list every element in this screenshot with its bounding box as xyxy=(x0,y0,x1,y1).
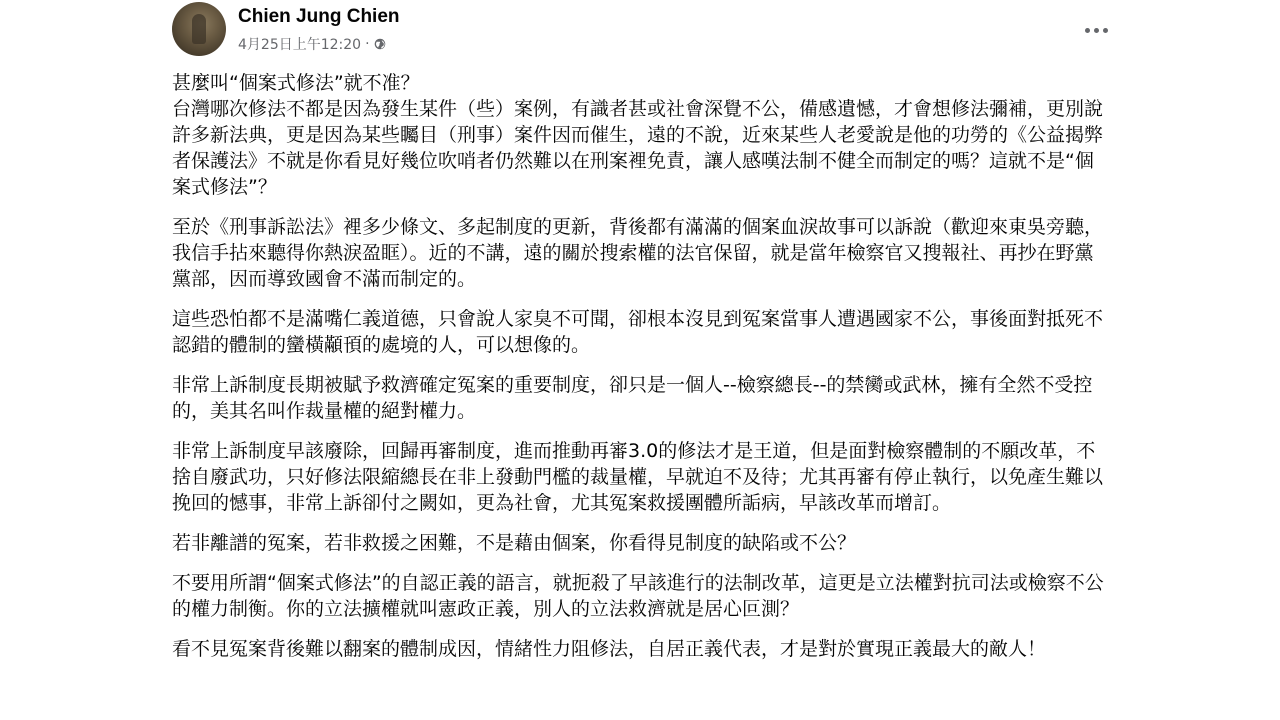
meta-separator: · xyxy=(365,36,370,52)
post-paragraph: 甚麼叫“個案式修法”就不准？ 台灣哪次修法不都是因為發生某件（些）案例，有識者甚或社會深覺不公，備感遺憾，才會想修法彌補，更別說許多新法典，更是因為某些矚目（刑事）案件因而催生，遠的不說，近來某些人老愛說是他的功勞的《公益揭弊者保護法》不就是你看見好幾位吹哨者仍然難以在刑案裡免責，讓人感嘆法制不健全而制定的嗎？這就不是“個案式修法”？ xyxy=(172,72,1104,198)
post-paragraph: 非常上訴制度早該廢除，回歸再審制度，進而推動再審3.0的修法才是王道，但是面對檢察體制的不願改革，不捨自廢武功，只好修法限縮總長在非上發動門檻的裁量權，早就迫不及待；尤其再審有停止執行，以免產生難以挽回的憾事，非常上訴卻付之闕如，更為社會，尤其冤案救援團體所詬病，早該改革而增訂。 xyxy=(172,440,1104,514)
post-meta xyxy=(238,34,386,54)
post-card xyxy=(158,0,1120,720)
post-paragraph: 若非離譜的冤案，若非救援之困難，不是藉由個案，你看得見制度的缺陷或不公？ xyxy=(172,532,857,554)
post-header xyxy=(172,2,1112,58)
post-paragraph: 非常上訴制度長期被賦予救濟確定冤案的重要制度，卻只是一個人--檢察總長--的禁臠或武林，擁有全然不受控的，美其名叫作裁量權的絕對權力。 xyxy=(172,374,1093,422)
post-paragraph: 看不見冤案背後難以翻案的體制成因，情緒性力阻修法，自居正義代表，才是對於實現正義最大的敵人！ xyxy=(172,638,1047,660)
avatar[interactable] xyxy=(172,2,226,56)
more-dot xyxy=(1094,28,1099,33)
post-timestamp[interactable]: 4月25日上午12:20 xyxy=(238,37,362,53)
globe-icon[interactable] xyxy=(374,38,386,50)
post-paragraph: 不要用所謂“個案式修法”的自認正義的語言，就扼殺了早該進行的法制改革，這更是立法權對抗司法或檢察不公的權力制衡。你的立法擴權就叫憲政正義，別人的立法救濟就是居心叵測？ xyxy=(172,572,1104,620)
post-paragraph: 這些恐怕都不是滿嘴仁義道德，只會說人家臭不可聞，卻根本沒見到冤案當事人遭遇國家不公，事後面對抵死不認錯的體制的蠻橫顢頇的處境的人，可以想像的。 xyxy=(172,308,1104,356)
more-dot xyxy=(1085,28,1090,33)
avatar-figure xyxy=(192,14,206,44)
more-options-button[interactable] xyxy=(1080,16,1112,44)
author-name[interactable]: Chien Jung Chien xyxy=(238,6,400,27)
more-dot xyxy=(1103,28,1108,33)
post-body xyxy=(172,70,1108,676)
post-paragraph: 至於《刑事訴訟法》裡多少條文、多起制度的更新，背後都有滿滿的個案血淚故事可以訴說（歡迎來東吳旁聽，我信手拈來聽得你熱淚盈眶）。近的不講，遠的關於搜索權的法官保留，就是當年檢察官又搜報社、再抄在野黨黨部，因而導致國會不滿而制定的。 xyxy=(172,216,1104,290)
